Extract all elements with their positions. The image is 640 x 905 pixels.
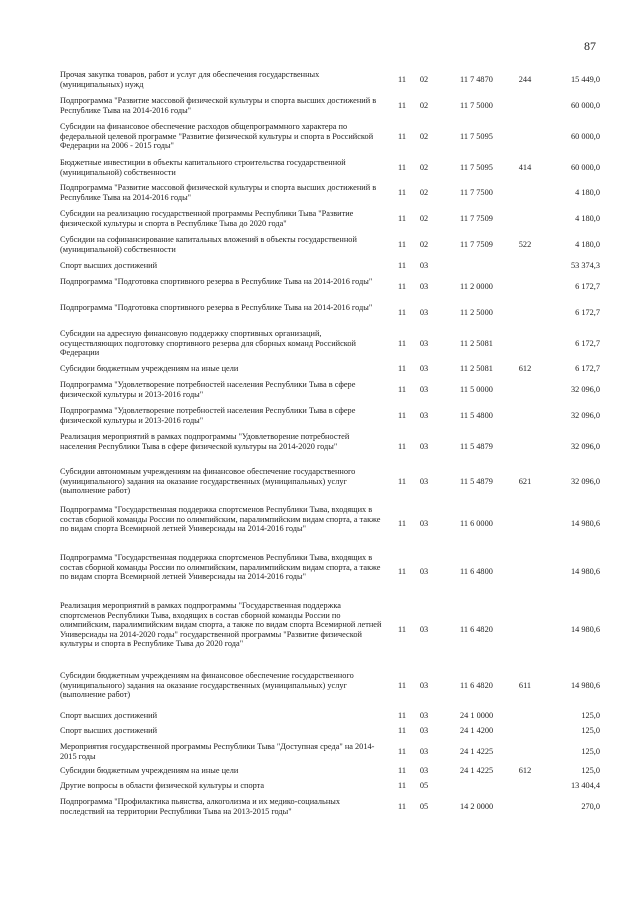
row-subsection: 03 [419, 519, 429, 529]
table-row [0, 781, 640, 791]
table-row [0, 380, 640, 399]
row-section: 11 [398, 338, 406, 348]
row-amount: 4 180,0 [575, 187, 600, 197]
table-row [0, 277, 640, 296]
row-expense-type: 612 [518, 364, 532, 373]
row-section: 11 [398, 364, 406, 373]
row-section: 11 [398, 307, 406, 317]
row-amount: 125,0 [581, 726, 600, 735]
row-section: 11 [398, 726, 406, 735]
row-name: Подпрограмма "Подготовка спортивного резерва в Республике Тыва на 2014-2016 годы" [60, 303, 373, 312]
row-target-code: 11 7 5095 [460, 162, 493, 172]
row-expense-type: 611 [518, 680, 532, 690]
row-target-code: 11 5 4800 [460, 410, 493, 420]
row-target-code: 11 5 4879 [460, 441, 493, 451]
row-section: 11 [398, 567, 406, 577]
row-amount: 270,0 [581, 801, 600, 811]
row-target-code: 11 6 4820 [460, 624, 493, 634]
row-target-code: 11 5 4879 [460, 476, 493, 486]
row-subsection: 02 [419, 162, 429, 172]
table-row [0, 235, 640, 254]
row-subsection: 03 [419, 567, 429, 577]
row-subsection: 03 [419, 441, 429, 451]
row-section: 11 [398, 410, 406, 420]
row-expense-type: 244 [518, 74, 532, 84]
row-name: Прочая закупка товаров, работ и услуг для обеспечения государственных (муниципальных) нужд [60, 70, 320, 89]
row-section: 11 [398, 801, 406, 811]
row-name: Подпрограмма "Государственная поддержка спортсменов Республики Тыва, входящих в состав сборной команды России по олимпийским, паралимпийским видам спорта, а также по видам спорта Всемирной летней Универсиады на 2014-2016 годы" [60, 505, 381, 533]
row-amount: 14 980,6 [570, 519, 600, 529]
row-section: 11 [398, 162, 406, 172]
row-name: Спорт высших достижений [60, 726, 158, 735]
row-subsection: 03 [419, 711, 429, 720]
row-amount: 6 172,7 [575, 364, 600, 373]
table-row [0, 726, 640, 736]
row-target-code: 11 7 4870 [460, 74, 493, 84]
row-target-code: 11 7 7500 [460, 187, 493, 197]
row-subsection: 03 [419, 307, 429, 317]
row-subsection: 03 [419, 624, 429, 634]
row-name: Мероприятия государственной программы Республики Тыва "Доступная среда" на 2014-2015 годы [60, 742, 375, 761]
row-target-code: 24 1 4200 [460, 726, 494, 735]
row-target-code: 11 5 0000 [460, 384, 493, 394]
row-subsection: 03 [419, 281, 429, 291]
row-name: Подпрограмма "Государственная поддержка спортсменов Республики Тыва, входящих в состав сборной команды России по олимпийским, паралимпийским видам спорта, а также по видам спорта Всемирной летней Универсиады на 2014-2016 годы" [60, 553, 381, 581]
row-section: 11 [398, 766, 406, 775]
row-section: 11 [398, 261, 406, 270]
row-name: Субсидии на софинансирование капитальных вложений в объекты государственной (муниципальной) собственности [60, 235, 357, 254]
row-amount: 60 000,0 [570, 131, 600, 141]
table-row [0, 209, 640, 228]
table-row [0, 406, 640, 425]
row-section: 11 [398, 441, 406, 451]
row-name: Спорт высших достижений [60, 261, 158, 270]
table-row [0, 364, 640, 374]
table-row [0, 553, 640, 591]
row-target-code: 11 7 7509 [460, 213, 493, 223]
row-amount: 14 980,6 [570, 567, 600, 577]
row-section: 11 [398, 74, 406, 84]
row-amount: 4 180,0 [575, 239, 600, 249]
row-section: 11 [398, 711, 406, 720]
row-target-code: 11 7 5000 [460, 100, 493, 110]
row-name: Подпрограмма "Удовлетворение потребностей населения Республики Тыва в сфере физической культуры и 2013-2016 годы" [60, 380, 356, 399]
row-amount: 13 404,4 [570, 781, 600, 790]
row-target-code: 24 1 4225 [460, 766, 494, 775]
row-amount: 15 449,0 [570, 74, 600, 84]
row-subsection: 03 [419, 476, 429, 486]
table-row [0, 742, 640, 761]
row-amount: 6 172,7 [575, 307, 600, 317]
row-target-code: 24 1 0000 [460, 711, 494, 720]
row-section: 11 [398, 519, 406, 529]
row-section: 11 [398, 746, 406, 756]
row-name: Бюджетные инвестиции в объекты капитального строительства государственной (муниципальной) собственности [60, 158, 346, 177]
row-section: 11 [398, 624, 406, 634]
row-amount: 4 180,0 [575, 213, 600, 223]
row-subsection: 02 [419, 187, 429, 197]
row-section: 11 [398, 131, 406, 141]
row-amount: 60 000,0 [570, 100, 600, 110]
table-row [0, 122, 640, 151]
row-subsection: 03 [419, 746, 429, 756]
row-target-code: 11 7 7509 [460, 239, 493, 249]
row-subsection: 02 [419, 239, 429, 249]
row-amount: 32 096,0 [570, 476, 600, 486]
row-amount: 125,0 [581, 711, 600, 720]
row-amount: 125,0 [581, 766, 600, 775]
row-name: Спорт высших достижений [60, 711, 158, 720]
row-subsection: 05 [419, 801, 429, 811]
row-amount: 14 980,6 [570, 680, 600, 690]
row-subsection: 03 [419, 766, 429, 775]
row-name: Подпрограмма "Подготовка спортивного резерва в Республике Тыва на 2014-2016 годы" [60, 277, 373, 286]
row-target-code: 11 2 5000 [460, 307, 493, 317]
row-subsection: 03 [419, 338, 429, 348]
row-section: 11 [398, 213, 406, 223]
row-name: Подпрограмма "Развитие массовой физической культуры и спорта высших достижений в Республике Тыва на 2014-2016 годы" [60, 96, 377, 115]
row-amount: 14 980,6 [570, 624, 600, 634]
table-row [0, 96, 640, 115]
row-amount: 125,0 [581, 746, 600, 756]
row-target-code: 11 7 5095 [460, 131, 493, 141]
row-section: 11 [398, 476, 406, 486]
row-name: Субсидии бюджетным учреждениям на иные цели [60, 766, 239, 775]
row-subsection: 02 [419, 213, 429, 223]
table-row [0, 303, 640, 322]
row-name: Реализация мероприятий в рамках подпрограммы "Удовлетворение потребностей населения Республики Тыва в сфере физической культуры на 2014-2020 годы" [60, 432, 350, 451]
row-subsection: 02 [419, 100, 429, 110]
row-target-code: 11 2 0000 [460, 281, 493, 291]
row-subsection: 02 [419, 74, 429, 84]
row-expense-type: 522 [518, 239, 532, 249]
row-subsection: 03 [419, 680, 429, 690]
row-target-code: 14 2 0000 [460, 801, 494, 811]
table-row [0, 797, 640, 816]
row-amount: 6 172,7 [575, 338, 600, 348]
table-row [0, 711, 640, 721]
table-row [0, 158, 640, 177]
row-section: 11 [398, 680, 406, 690]
row-amount: 32 096,0 [570, 441, 600, 451]
row-name: Субсидии на адресную финансовую поддержку спортивных организаций, осуществляющих подготовку спортивного резерва для сборных команд Российской Федерации [60, 329, 357, 357]
row-section: 11 [398, 239, 406, 249]
row-name: Подпрограмма "Удовлетворение потребностей населения Республики Тыва в сфере физической культуры и 2013-2016 годы" [60, 406, 356, 425]
page-number: 87 [584, 39, 596, 53]
row-section: 11 [398, 781, 406, 790]
row-amount: 6 172,7 [575, 281, 600, 291]
table-row [0, 329, 640, 358]
row-name: Субсидии на реализацию государственной программы Республики Тыва "Развитие физической культуры и спорта в Республике Тыва до 2020 года" [60, 209, 354, 228]
row-amount: 53 374,3 [570, 261, 600, 270]
row-target-code: 11 2 5081 [460, 364, 493, 373]
table-row [0, 505, 640, 543]
row-section: 11 [398, 100, 406, 110]
row-name: Субсидии на финансовое обеспечение расходов общепрограммного характера по федеральной целевой программе "Развитие физической культуры и спорта в Российской Федерации на 2006 - 2015 годы" [60, 122, 374, 150]
row-target-code: 11 6 4820 [460, 680, 493, 690]
row-name: Субсидии бюджетным учреждениям на иные цели [60, 364, 239, 373]
row-target-code: 24 1 4225 [460, 746, 494, 756]
row-subsection: 03 [419, 726, 429, 735]
row-target-code: 11 6 4800 [460, 567, 493, 577]
table-row [0, 432, 640, 461]
table-row [0, 70, 640, 89]
table-row [0, 601, 640, 658]
row-name: Субсидии бюджетным учреждениям на финансовое обеспечение государственного (муниципального) задания на оказание государственных (муниципальных) услуг (выполнение работ) [60, 671, 354, 699]
row-subsection: 03 [419, 384, 429, 394]
row-amount: 32 096,0 [570, 410, 600, 420]
row-amount: 60 000,0 [570, 162, 600, 172]
table-row [0, 261, 640, 271]
row-name: Другие вопросы в области физической культуры и спорта [60, 781, 265, 790]
table-row [0, 467, 640, 496]
row-name: Субсидии автономным учреждениям на финансовое обеспечение государственного (муниципального) задания на оказание государственных (муниципальных) услуг (выполнение работ) [60, 467, 356, 495]
row-name: Подпрограмма "Профилактика пьянства, алкоголизма и их медико-социальных последствий на территории Республики Тыва на 2013-2015 годы" [60, 797, 341, 816]
table-row [0, 183, 640, 202]
row-subsection: 02 [419, 131, 429, 141]
row-section: 11 [398, 281, 406, 291]
row-subsection: 03 [419, 410, 429, 420]
row-target-code: 11 6 0000 [460, 519, 493, 529]
row-subsection: 03 [419, 364, 429, 373]
row-name: Подпрограмма "Развитие массовой физической культуры и спорта высших достижений в Республике Тыва на 2014-2016 годы" [60, 183, 377, 202]
row-name: Реализация мероприятий в рамках подпрограммы "Государственная поддержка спортсменов Республики Тыва, входящих в состав сборной команды России по олимпийским, паралимпийским видам спорта, а также по видам спорта Всемирной летней Универсиады на 2014-2020 годы" государственной программы "Развитие физической культуры и спорта в Республике Тыва до 2020 года" [60, 601, 382, 648]
row-section: 11 [398, 384, 406, 394]
row-subsection: 03 [419, 261, 429, 270]
table-row [0, 671, 640, 700]
table-row [0, 766, 640, 776]
row-section: 11 [398, 187, 406, 197]
row-expense-type: 414 [518, 162, 532, 172]
row-expense-type: 621 [518, 476, 532, 486]
row-amount: 32 096,0 [570, 384, 600, 394]
row-target-code: 11 2 5081 [460, 338, 493, 348]
row-subsection: 05 [419, 781, 429, 790]
row-expense-type: 612 [518, 766, 532, 775]
